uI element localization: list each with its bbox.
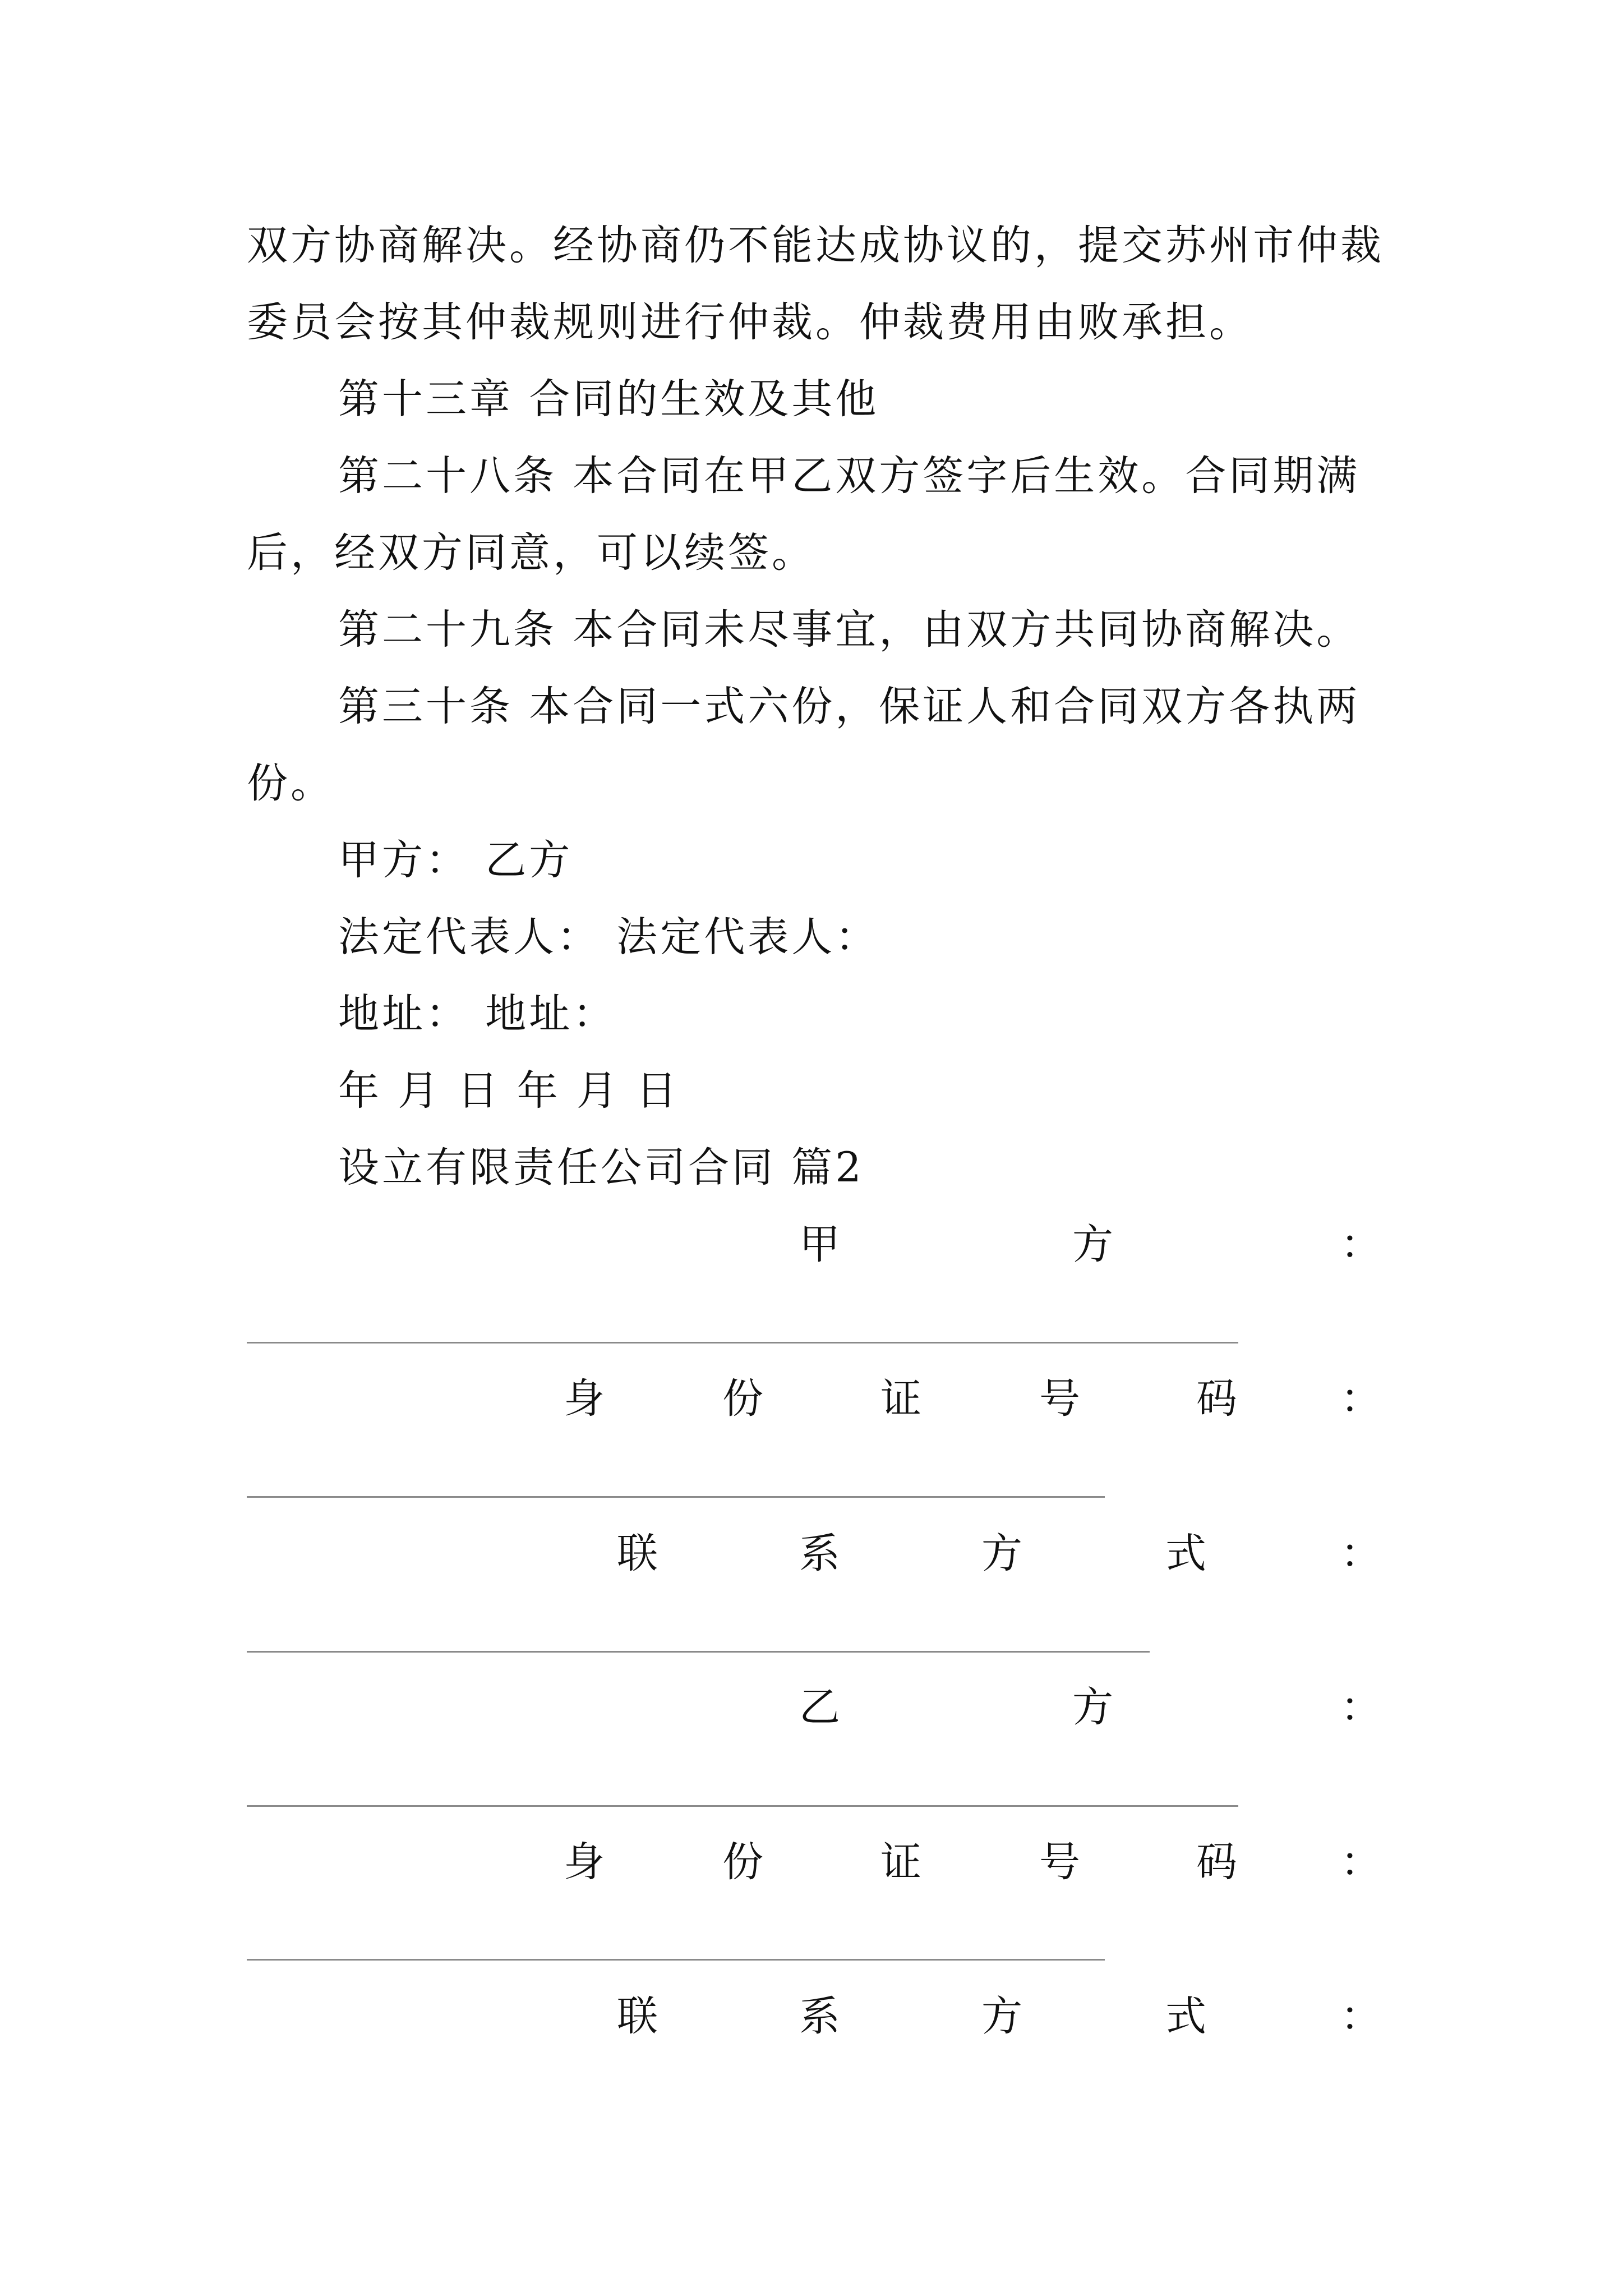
field-label-char: 方 — [981, 1993, 1022, 2040]
article-28: 第二十八条 本合同在甲乙双方签字后生效。合同期满 — [338, 452, 1361, 500]
paragraph-line: 委员会按其仲裁规则进行仲裁。仲裁费用由败承担。 — [247, 298, 1253, 346]
field-label-char: 号 — [1039, 1838, 1080, 1886]
signature-address: 地址： 地址： — [338, 990, 617, 1038]
field-label-char: 证 — [880, 1375, 921, 1423]
field-label-char: 份 — [722, 1375, 763, 1423]
field-label-char: 系 — [799, 1530, 840, 1577]
fill-line-id-a — [247, 1496, 1105, 1498]
field-label-char: 身 — [564, 1375, 605, 1423]
field-colon: ： — [1340, 1683, 1381, 1731]
field-label-char: 方 — [981, 1530, 1022, 1577]
section-title: 设立有限责任公司合同 篇2 — [338, 1144, 864, 1191]
signature-date: 年 月 日 年 月 日 — [338, 1067, 680, 1115]
field-label-char: 号 — [1039, 1375, 1080, 1423]
field-label-char: 份 — [722, 1838, 763, 1886]
field-label-char: 证 — [880, 1838, 921, 1886]
field-colon: ： — [1340, 1838, 1381, 1886]
signature-representatives: 法定代表人： 法定代表人： — [338, 913, 879, 961]
field-label-char: 乙 — [799, 1683, 840, 1731]
field-label-char: 联 — [617, 1530, 658, 1577]
field-label-char: 码 — [1196, 1838, 1237, 1886]
fill-line-party-b — [247, 1805, 1238, 1807]
article-29: 第二十九条 本合同未尽事宜，由双方共同协商解决。 — [338, 606, 1361, 654]
paragraph-line: 双方协商解决。经协商仍不能达成协议的，提交苏州市仲裁 — [247, 222, 1384, 269]
field-colon: ： — [1340, 1993, 1381, 2040]
field-label-char: 方 — [1072, 1221, 1113, 1268]
field-colon: ： — [1340, 1375, 1381, 1423]
article-30: 第三十条 本合同一式六份，保证人和合同双方各执两 — [338, 683, 1361, 730]
field-colon: ： — [1340, 1221, 1381, 1268]
field-label-char: 式 — [1165, 1530, 1206, 1577]
field-label-char: 甲 — [799, 1221, 840, 1268]
article-30-cont: 份。 — [247, 760, 334, 807]
fill-line-id-b — [247, 1959, 1105, 1961]
fill-line-contact-a — [247, 1651, 1150, 1653]
field-label-char: 联 — [617, 1993, 658, 2040]
field-colon: ： — [1340, 1530, 1381, 1577]
fill-line-party-a — [247, 1342, 1238, 1343]
field-label-char: 系 — [799, 1993, 840, 2040]
article-28-cont: 后，经双方同意，可以续签。 — [247, 529, 815, 577]
field-label-char: 式 — [1165, 1993, 1206, 2040]
field-label-char: 身 — [564, 1838, 605, 1886]
chapter-heading: 第十三章 合同的生效及其他 — [338, 375, 879, 423]
signature-parties: 甲方： 乙方 — [338, 836, 573, 884]
field-label-char: 码 — [1196, 1375, 1237, 1423]
field-label-char: 方 — [1072, 1683, 1113, 1731]
